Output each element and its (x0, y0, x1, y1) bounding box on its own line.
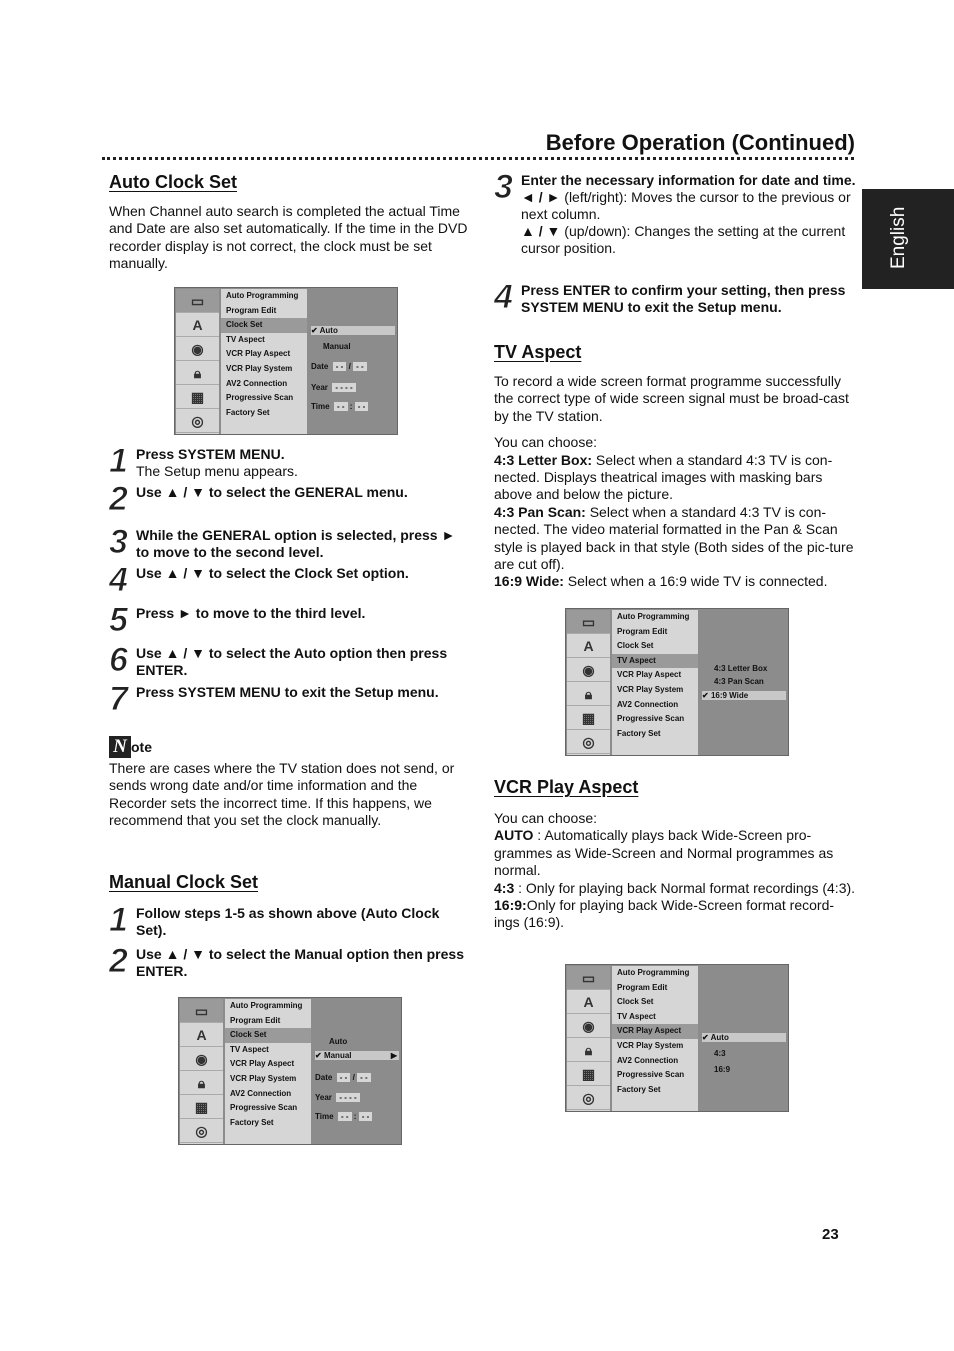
menu-item: VCR Play Aspect (617, 670, 682, 680)
menu-item: Program Edit (617, 982, 668, 992)
menu-options (700, 610, 788, 755)
auto-clock-steps (109, 442, 471, 724)
option-manual: ✔ Manual ▶ (315, 1051, 397, 1060)
disc-icon: ◎ (176, 409, 219, 433)
option-wide: ✔ 16:9 Wide (702, 691, 786, 700)
lock-icon: 🔒︎ (176, 361, 219, 385)
note-icon: N (109, 736, 131, 758)
step-number: 4 (494, 278, 511, 316)
vcr-aspect-choose: You can choose: (494, 810, 598, 826)
menu-item: Factory Set (617, 728, 661, 738)
menu-item: VCR Play System (617, 684, 684, 694)
step-number: 7 (109, 680, 126, 718)
step-number: 2 (109, 942, 126, 980)
tv-icon: ▭ (180, 999, 223, 1023)
vcr-aspect-section (494, 777, 856, 932)
osd-menu-vcr-aspect (565, 964, 789, 1112)
menu-item: VCR Play Aspect (226, 349, 291, 359)
step: 2 Use ▲ / ▼ to select the GENERAL menu. (109, 480, 408, 518)
right-column (494, 168, 856, 591)
letter-a-icon: A (180, 1023, 223, 1047)
menu-item: VCR Play System (226, 363, 293, 373)
language-label: English (888, 206, 909, 269)
option-manual: Manual (323, 342, 351, 351)
lock-icon: 🔒︎ (567, 682, 610, 706)
disc-icon: ◎ (567, 730, 610, 754)
step-number: 2 (109, 480, 126, 518)
menu-options (309, 289, 397, 434)
menu-item: VCR Play Aspect (230, 1059, 295, 1069)
step: 4 Press ENTER to confirm your setting, then press SYSTEM MENU to exit the Setup menu. (494, 278, 846, 316)
check-icon: ✔ (702, 1033, 711, 1042)
option-auto: ✔ Auto (311, 326, 395, 335)
manual-clock-section (109, 872, 471, 986)
tv-aspect-intro: To record a wide screen format programme successfully the correct type of wide screen signal must be broad-cast by the TV station. (494, 373, 849, 424)
menu-item: Auto Programming (617, 612, 690, 621)
film-icon: ▦ (567, 706, 610, 730)
left-column (109, 172, 471, 273)
letter-a-icon: A (567, 990, 610, 1014)
step-number: 6 (109, 641, 126, 679)
step: 2 Use ▲ / ▼ to select the Manual option then press ENTER. (109, 942, 464, 980)
menu-item: Factory Set (230, 1117, 274, 1127)
note-text: There are cases where the TV station does not send, or sends wrong date and/or time information and the Recorder sets the incorrect time. If this happens, we recommend that you set the clock manually. (109, 760, 455, 829)
language-tab (862, 189, 954, 289)
menu-item: Program Edit (226, 305, 277, 315)
page-number: 23 (822, 1226, 839, 1243)
menu-items (612, 610, 698, 755)
lock-icon: 🔒︎ (180, 1071, 223, 1095)
menu-item: Auto Programming (226, 291, 299, 300)
vcr-aspect-option: AUTO : Automatically plays back Wide-Screen pro-grammes as Wide-Screen and Normal programmes as normal. (494, 827, 834, 879)
step: 1 Press SYSTEM MENU. The Setup menu appears. (109, 442, 298, 480)
step-number: 1 (109, 901, 126, 939)
menu-options (313, 999, 401, 1144)
time-row: Time - - : - - (315, 1112, 372, 1121)
osd-menu-tv-aspect (565, 608, 789, 756)
letter-a-icon: A (176, 313, 219, 337)
tv-aspect-option: 16:9 Wide: Select when a 16:9 wide TV is connected. (494, 573, 828, 590)
tv-icon: ▭ (567, 966, 610, 990)
note-header: N ote (109, 736, 471, 758)
menu-item: AV2 Connection (230, 1088, 292, 1098)
menu-item: Clock Set (617, 641, 654, 651)
auto-clock-intro: When Channel auto search is completed the actual Time and Date are also set automatically. If the time in the DVD recorder display is not correct, the clock must be set manually. (109, 203, 468, 272)
tv-icon: ▭ (176, 289, 219, 313)
menu-items (612, 966, 698, 1111)
year-row: Year - - - - (311, 383, 356, 392)
tv-aspect-option: 4:3 Pan Scan: Select when a standard 4:3 TV is con-nected. The video material formatted in the Pan & Scan style is played back in that style (Both sides of the pic-ture are cut off). (494, 503, 854, 573)
note-block (109, 736, 471, 830)
option-16-9: 16:9 (714, 1065, 731, 1074)
menu-item: TV Aspect (612, 654, 698, 669)
auto-clock-heading: Auto Clock Set (109, 172, 238, 192)
disc-icon: ◉ (567, 658, 610, 682)
option-4-3: 4:3 (714, 1049, 726, 1058)
film-icon: ▦ (176, 385, 219, 409)
menu-item: Factory Set (617, 1084, 661, 1094)
menu-icon-column (567, 610, 610, 755)
step: 5 Press ► to move to the third level. (109, 601, 366, 639)
step: 6 Use ▲ / ▼ to select the Auto option then press ENTER. (109, 641, 448, 679)
check-icon: ✔ (315, 1051, 324, 1060)
menu-item: VCR Play System (617, 1040, 684, 1050)
menu-item: Progressive Scan (617, 1070, 685, 1080)
film-icon: ▦ (180, 1095, 223, 1119)
disc-icon: ◎ (180, 1119, 223, 1143)
menu-item: Factory Set (226, 407, 270, 417)
step: 3 Enter the necessary information for date and time. ◄ / ► (left/right): Moves the cursor to the previous or next column. ▲ / ▼ (up/down): Changes the setting at the current cursor position. (494, 168, 856, 256)
tv-aspect-heading: TV Aspect (494, 342, 582, 362)
step: 3 While the GENERAL option is selected, press ► to move to the second level. (109, 523, 456, 561)
menu-item: AV2 Connection (617, 699, 679, 709)
disc-icon: ◉ (176, 337, 219, 361)
menu-options (700, 966, 788, 1111)
year-row: Year - - - - (315, 1093, 360, 1102)
menu-icon-column (180, 999, 223, 1144)
menu-item: TV Aspect (230, 1044, 269, 1054)
check-icon: ✔ (311, 326, 320, 335)
manual-clock-heading: Manual Clock Set (109, 872, 259, 892)
tv-aspect-option: 4:3 Letter Box: Select when a standard 4:3 TV is con-nected. Displays theatrical images with masking bars above and below the picture. (494, 451, 833, 503)
step: 7 Press SYSTEM MENU to exit the Setup menu. (109, 680, 439, 718)
date-row: Date - - / - - (315, 1073, 371, 1082)
step-number: 3 (494, 168, 511, 206)
option-pan-scan: 4:3 Pan Scan (714, 677, 764, 686)
menu-icon-column (567, 966, 610, 1111)
step: 4 Use ▲ / ▼ to select the Clock Set option. (109, 561, 409, 599)
step-number: 1 (109, 442, 126, 480)
menu-item: Progressive Scan (226, 393, 294, 403)
vcr-aspect-option: 16:9:Only for playing back Wide-Screen format record-ings (16:9). (494, 897, 835, 931)
letter-a-icon: A (567, 634, 610, 658)
menu-item: Clock Set (221, 318, 307, 333)
time-row: Time - - : - - (311, 402, 368, 411)
dotted-divider (102, 157, 854, 160)
tv-aspect-choose: You can choose: (494, 434, 598, 451)
disc-icon: ◎ (567, 1086, 610, 1110)
page-title: Before Operation (Continued) (545, 130, 855, 155)
option-auto: Auto (329, 1037, 348, 1046)
menu-item: VCR Play Aspect (612, 1024, 698, 1039)
menu-item: AV2 Connection (617, 1055, 679, 1065)
menu-item: Clock Set (617, 997, 654, 1007)
osd-menu-auto-clock (174, 287, 398, 435)
step-number: 4 (109, 561, 126, 599)
menu-item: Progressive Scan (617, 714, 685, 724)
step: 1 Follow steps 1-5 as shown above (Auto Clock Set). (109, 901, 440, 939)
menu-item: Clock Set (225, 1028, 311, 1043)
date-row: Date - - / - - (311, 362, 367, 371)
disc-icon: ◉ (180, 1047, 223, 1071)
menu-item: Program Edit (617, 626, 668, 636)
menu-item: Program Edit (230, 1015, 281, 1025)
lock-icon: 🔒︎ (567, 1038, 610, 1062)
menu-items (225, 999, 311, 1144)
option-letter-box: 4:3 Letter Box (714, 664, 768, 673)
step-number: 3 (109, 523, 126, 561)
check-icon: ✔ (702, 691, 711, 700)
option-auto: ✔ Auto (702, 1033, 786, 1042)
step-number: 5 (109, 601, 126, 639)
disc-icon: ◉ (567, 1014, 610, 1038)
menu-item: VCR Play System (230, 1073, 297, 1083)
menu-item: AV2 Connection (226, 378, 288, 388)
menu-item: Progressive Scan (230, 1103, 298, 1113)
menu-item: Auto Programming (230, 1001, 303, 1010)
tv-icon: ▭ (567, 610, 610, 634)
menu-icon-column (176, 289, 219, 434)
vcr-aspect-option: 4:3 : Only for playing back Normal format recordings (4:3). (494, 879, 856, 896)
vcr-aspect-heading: VCR Play Aspect (494, 777, 639, 797)
menu-items (221, 289, 307, 434)
menu-item: TV Aspect (226, 334, 265, 344)
osd-menu-manual-clock (178, 997, 402, 1145)
arrow-right-icon: ▶ (390, 1051, 397, 1060)
menu-item: Auto Programming (617, 968, 690, 977)
film-icon: ▦ (567, 1062, 610, 1086)
menu-item: TV Aspect (617, 1011, 656, 1021)
